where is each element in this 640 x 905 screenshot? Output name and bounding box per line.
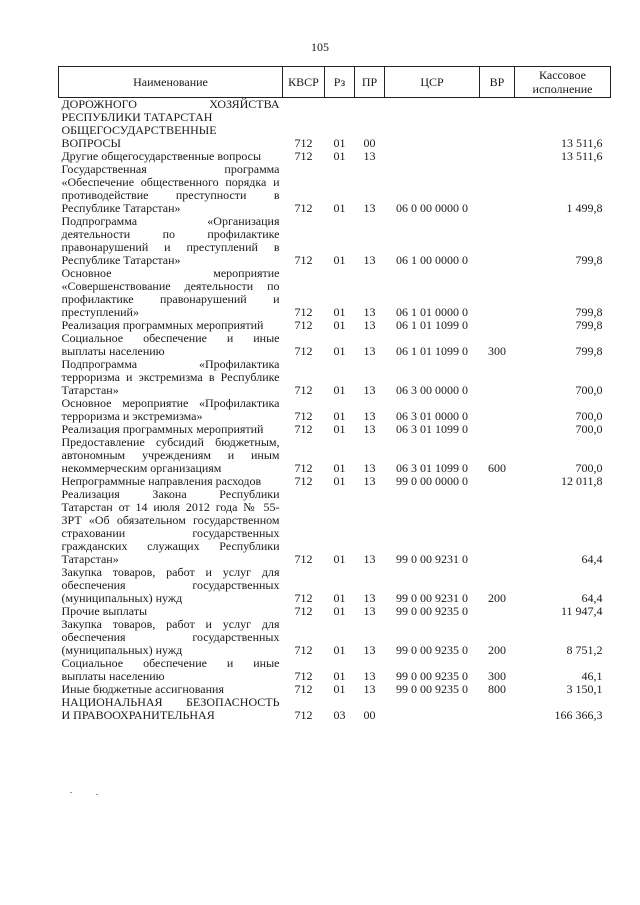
- row-kvsr: 712: [294, 422, 313, 436]
- table-row: [59, 332, 611, 358]
- row-rz: 01: [333, 682, 346, 696]
- row-vr: [480, 696, 515, 722]
- row-name-line: Татарстан»: [61, 552, 119, 566]
- row-vr: 200: [488, 643, 506, 657]
- row-rz: 01: [333, 461, 346, 475]
- row-name-line: ОБЩЕГОСУДАРСТВЕННЫЕ: [61, 123, 217, 137]
- row-name-line: деятельности по профилактике: [61, 227, 280, 241]
- row-pr: 13: [363, 552, 376, 566]
- row-csr: 06 1 00 0000 0: [396, 253, 468, 267]
- row-vr: [480, 124, 515, 150]
- header-amount: Кассовое исполнение: [515, 67, 611, 98]
- row-csr: 06 0 00 0000 0: [396, 201, 468, 215]
- row-name: [59, 436, 283, 475]
- row-name-line: Татарстан от 14 июля 2012 года № 55-: [61, 500, 280, 514]
- row-name-line: гражданских служащих Республики: [61, 539, 280, 553]
- row-vr: [480, 488, 515, 566]
- table-row: [59, 124, 611, 150]
- row-name-line: Основное мероприятие: [61, 266, 280, 280]
- table-row: [59, 436, 611, 475]
- row-csr: [385, 98, 480, 125]
- row-name-line: Другие общегосударственные вопросы: [61, 149, 262, 163]
- row-kvsr: 712: [294, 318, 313, 332]
- row-kvsr: 712: [294, 708, 313, 722]
- row-name: [59, 98, 283, 125]
- row-csr: 06 1 01 1099 0: [396, 318, 468, 332]
- row-name-line: Подпрограмма «Организация: [61, 214, 280, 228]
- row-name-line: Республике Татарстан»: [61, 253, 181, 267]
- table-row: [59, 657, 611, 683]
- row-vr: [480, 215, 515, 267]
- row-csr: 99 0 00 0000 0: [396, 474, 468, 488]
- row-name-line: правонарушений и преступлений в: [61, 240, 280, 254]
- row-kvsr: 712: [294, 201, 313, 215]
- row-amount: 700,0: [575, 409, 603, 423]
- row-name-line: ЗРТ «Об обязательном государственном: [61, 513, 280, 527]
- row-amount: 13 511,6: [560, 136, 603, 150]
- table-body: [59, 98, 611, 723]
- header-csr: ЦСР: [385, 67, 480, 98]
- row-vr: [480, 423, 515, 436]
- budget-table: [58, 66, 611, 722]
- row-vr: 600: [488, 461, 506, 475]
- row-rz: 01: [333, 422, 346, 436]
- row-rz: 01: [333, 552, 346, 566]
- row-rz: 01: [333, 383, 346, 397]
- row-rz: 01: [333, 669, 346, 683]
- row-csr: 06 3 01 0000 0: [396, 409, 468, 423]
- row-name-line: Подпрограмма «Профилактика: [61, 357, 280, 371]
- row-pr: 13: [363, 305, 376, 319]
- row-amount: 64,4: [581, 591, 603, 605]
- row-amount: 12 011,8: [560, 474, 603, 488]
- row-pr: 13: [363, 682, 376, 696]
- row-amount: 46,1: [581, 669, 603, 683]
- row-vr: [480, 163, 515, 215]
- row-rz: [325, 98, 355, 125]
- row-kvsr: 712: [294, 669, 313, 683]
- row-rz: 01: [333, 591, 346, 605]
- table-row: [59, 566, 611, 605]
- row-pr: 13: [363, 253, 376, 267]
- row-kvsr: 712: [294, 591, 313, 605]
- row-name-line: обеспечения государственных: [61, 630, 280, 644]
- row-name-line: Предоставление субсидий бюджетным,: [61, 435, 280, 449]
- row-kvsr: 712: [294, 474, 313, 488]
- row-name-line: Закупка товаров, работ и услуг для: [61, 565, 280, 579]
- row-vr: 300: [488, 669, 506, 683]
- row-kvsr: 712: [294, 461, 313, 475]
- row-rz: 01: [333, 643, 346, 657]
- row-pr: 13: [363, 669, 376, 683]
- row-name-line: «Обеспечение общественного порядка и: [61, 175, 280, 189]
- row-name-line: (муниципальных) нужд: [61, 591, 183, 605]
- row-csr: 99 0 00 9235 0: [396, 669, 468, 683]
- row-name-line: Государственная программа: [61, 162, 280, 176]
- header-name: Наименование: [59, 67, 283, 98]
- row-name-line: Основное мероприятие «Профилактика: [61, 396, 280, 410]
- row-kvsr: 712: [294, 136, 313, 150]
- row-name: [59, 124, 283, 150]
- row-amount: 64,4: [581, 552, 603, 566]
- row-name-line: (муниципальных) нужд: [61, 643, 183, 657]
- row-vr: 200: [488, 591, 506, 605]
- row-name-line: Реализация программных мероприятий: [61, 318, 264, 332]
- row-rz: 01: [333, 305, 346, 319]
- table-row: [59, 618, 611, 657]
- row-amount: 799,8: [575, 253, 603, 267]
- row-vr: 300: [488, 344, 506, 358]
- row-pr: 13: [363, 318, 376, 332]
- row-amount: 8 751,2: [566, 643, 603, 657]
- row-name: [59, 358, 283, 397]
- row-kvsr: 712: [294, 305, 313, 319]
- row-name-line: терроризма и экстремизма в Республике: [61, 370, 280, 384]
- row-rz: 03: [333, 708, 346, 722]
- row-vr: [480, 319, 515, 332]
- row-csr: 06 1 01 1099 0: [396, 344, 468, 358]
- row-amount: 3 150,1: [566, 682, 603, 696]
- row-name: [59, 696, 283, 722]
- row-csr: 99 0 00 9231 0: [396, 552, 468, 566]
- row-amount: [515, 98, 611, 125]
- table-row: [59, 696, 611, 722]
- row-amount: 13 511,6: [560, 149, 603, 163]
- table-row: [59, 163, 611, 215]
- row-pr: 13: [363, 149, 376, 163]
- header-rz: Рз: [325, 67, 355, 98]
- row-kvsr: 712: [294, 383, 313, 397]
- row-name-line: Прочие выплаты: [61, 604, 148, 618]
- row-name-line: Реализация Закона Республики: [61, 487, 280, 501]
- row-rz: 01: [333, 604, 346, 618]
- row-vr: [480, 397, 515, 423]
- row-csr: [385, 150, 480, 163]
- row-name: [59, 566, 283, 605]
- row-kvsr: [283, 98, 325, 125]
- row-vr: 800: [488, 682, 506, 696]
- row-pr: 13: [363, 422, 376, 436]
- table-row: [59, 267, 611, 319]
- row-vr: [480, 150, 515, 163]
- row-amount: 700,0: [575, 461, 603, 475]
- row-kvsr: 712: [294, 604, 313, 618]
- row-kvsr: 712: [294, 253, 313, 267]
- row-amount: 799,8: [575, 344, 603, 358]
- row-vr: [480, 98, 515, 125]
- row-kvsr: 712: [294, 344, 313, 358]
- row-csr: 99 0 00 9231 0: [396, 591, 468, 605]
- row-rz: 01: [333, 253, 346, 267]
- row-vr: [480, 267, 515, 319]
- row-csr: [385, 124, 480, 150]
- row-name-line: Непрограммные направления расходов: [61, 474, 262, 488]
- row-pr: 13: [363, 409, 376, 423]
- table-row: [59, 358, 611, 397]
- row-name-line: некоммерческим организациям: [61, 461, 222, 475]
- row-rz: 01: [333, 201, 346, 215]
- row-rz: 01: [333, 318, 346, 332]
- table-row: [59, 215, 611, 267]
- row-name: [59, 488, 283, 566]
- row-pr: 13: [363, 643, 376, 657]
- row-name-line: Социальное обеспечение и иные: [61, 656, 280, 670]
- table-row: [59, 488, 611, 566]
- row-name: [59, 618, 283, 657]
- row-kvsr: 712: [294, 409, 313, 423]
- row-name-line: ВОПРОСЫ: [61, 136, 121, 150]
- row-rz: 01: [333, 409, 346, 423]
- scan-speck: [96, 794, 98, 795]
- row-name-line: преступлений»: [61, 305, 139, 319]
- row-name: [59, 332, 283, 358]
- table-row: [59, 397, 611, 423]
- row-name: [59, 397, 283, 423]
- row-csr: 99 0 00 9235 0: [396, 604, 468, 618]
- row-name-line: Закупка товаров, работ и услуг для: [61, 617, 280, 631]
- row-name-line: Социальное обеспечение и иные: [61, 331, 280, 345]
- row-pr: 13: [363, 201, 376, 215]
- row-vr: [480, 605, 515, 618]
- row-pr: 13: [363, 604, 376, 618]
- row-pr: 00: [363, 136, 376, 150]
- row-name-line: РЕСПУБЛИКИ ТАТАРСТАН: [61, 110, 213, 124]
- row-amount: 799,8: [575, 318, 603, 332]
- row-name: [59, 215, 283, 267]
- row-name-line: выплаты населению: [61, 669, 165, 683]
- row-name: [59, 267, 283, 319]
- row-rz: 01: [333, 149, 346, 163]
- row-kvsr: 712: [294, 643, 313, 657]
- row-pr: 13: [363, 344, 376, 358]
- row-csr: 06 3 00 0000 0: [396, 383, 468, 397]
- header-vr: ВР: [480, 67, 515, 98]
- row-pr: 00: [363, 708, 376, 722]
- row-pr: 13: [363, 474, 376, 488]
- row-name-line: выплаты населению: [61, 344, 165, 358]
- row-name-line: страховании государственных: [61, 526, 280, 540]
- page-number: 105: [311, 40, 329, 54]
- row-csr: 99 0 00 9235 0: [396, 643, 468, 657]
- row-rz: 01: [333, 136, 346, 150]
- header-pr: ПР: [355, 67, 385, 98]
- row-amount: 11 947,4: [560, 604, 603, 618]
- row-kvsr: 712: [294, 682, 313, 696]
- table-header: [59, 67, 611, 98]
- row-rz: 01: [333, 474, 346, 488]
- row-name: [59, 163, 283, 215]
- row-amount: 799,8: [575, 305, 603, 319]
- row-name-line: Республике Татарстан»: [61, 201, 181, 215]
- row-name-line: Реализация программных мероприятий: [61, 422, 264, 436]
- table-row: [59, 98, 611, 125]
- row-pr: 13: [363, 461, 376, 475]
- row-csr: 06 3 01 1099 0: [396, 461, 468, 475]
- row-kvsr: 712: [294, 552, 313, 566]
- row-name-line: И ПРАВООХРАНИТЕЛЬНАЯ: [61, 708, 215, 722]
- row-pr: [355, 98, 385, 125]
- row-csr: [385, 696, 480, 722]
- row-name-line: терроризма и экстремизма»: [61, 409, 203, 423]
- row-name-line: НАЦИОНАЛЬНАЯ БЕЗОПАСНОСТЬ: [61, 695, 280, 709]
- row-name-line: Татарстан»: [61, 383, 119, 397]
- row-name-line: обеспечения государственных: [61, 578, 280, 592]
- header-kvsr: КВСР: [283, 67, 325, 98]
- row-csr: 99 0 00 9235 0: [396, 682, 468, 696]
- row-vr: [480, 475, 515, 488]
- row-rz: 01: [333, 344, 346, 358]
- row-name-line: ДОРОЖНОГО ХОЗЯЙСТВА: [61, 97, 280, 111]
- row-csr: 06 1 01 0000 0: [396, 305, 468, 319]
- row-kvsr: 712: [294, 149, 313, 163]
- row-name-line: «Совершенствование деятельности по: [61, 279, 280, 293]
- scan-speck: [70, 792, 72, 793]
- row-amount: 166 366,3: [554, 708, 603, 722]
- row-pr: 13: [363, 591, 376, 605]
- row-amount: 700,0: [575, 383, 603, 397]
- row-name-line: автономным учреждениям и иным: [61, 448, 280, 462]
- row-name-line: Иные бюджетные ассигнования: [61, 682, 224, 696]
- row-name: [59, 657, 283, 683]
- row-amount: 700,0: [575, 422, 603, 436]
- row-name-line: профилактике правонарушений и: [61, 292, 280, 306]
- row-name-line: противодействие преступности в: [61, 188, 280, 202]
- row-pr: 13: [363, 383, 376, 397]
- row-vr: [480, 358, 515, 397]
- row-amount: 1 499,8: [566, 201, 603, 215]
- row-csr: 06 3 01 1099 0: [396, 422, 468, 436]
